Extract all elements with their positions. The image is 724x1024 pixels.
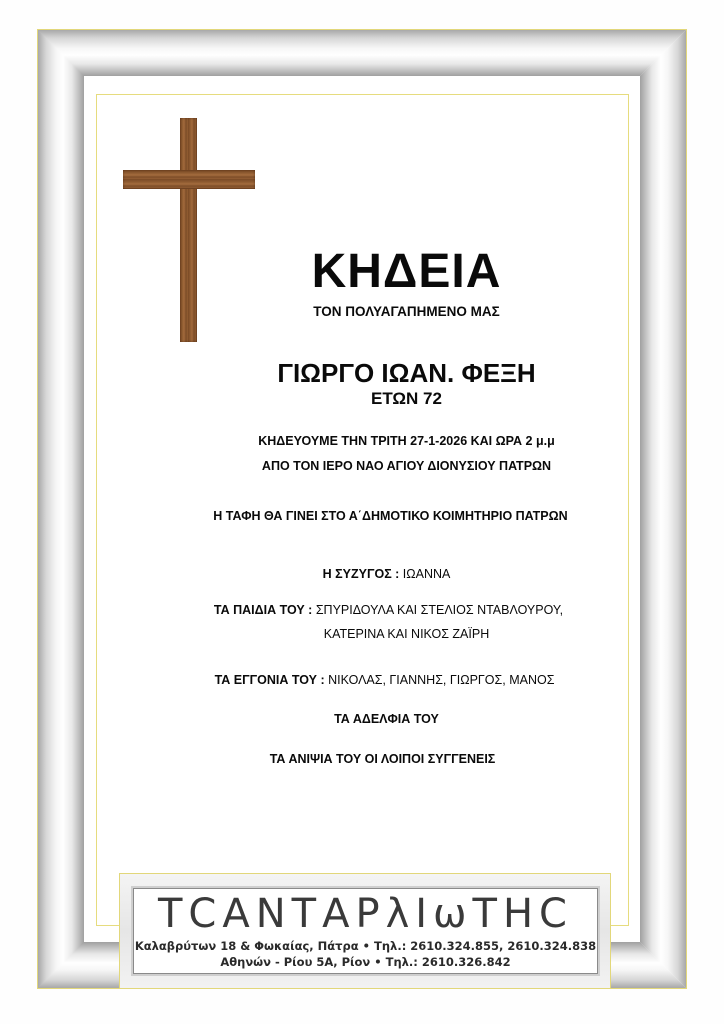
notice-subtitle: ΤΟΝ ΠΟΛΥΑΓΑΠΗΜΕΝΟ ΜΑΣ	[313, 304, 500, 319]
funeral-home-address-1: Καλαβρύτων 18 & Φωκαίας, Πάτρα • Τηλ.: 2610.324.855, 2610.324.838	[134, 939, 597, 953]
grandchildren-label: ΤΑ ΕΓΓΟΝΙΑ ΤΟΥ :	[214, 673, 325, 687]
mourner-nephews-relatives: ΤΑ ΑΝΙΨΙΑ ΤΟΥ ΟΙ ΛΟΙΠΟΙ ΣΥΓΓΕΝΕΙΣ	[269, 752, 496, 766]
wife-label: Η ΣΥΖΥΓΟΣ :	[322, 567, 400, 581]
children-label: ΤΑ ΠΑΙΔΙΑ ΤΟΥ :	[213, 603, 313, 617]
wife-value: ΙΩΑΝΝΑ	[399, 567, 451, 581]
deceased-age: ΕΤΩΝ 72	[371, 389, 442, 408]
frame-left-edge	[38, 30, 84, 988]
mourner-children	[122, 602, 655, 618]
burial-location: Η ΤΑΦΗ ΘΑ ΓΙΝΕΙ ΣΤΟ Α΄ΔΗΜΟΤΙΚΟ ΚΟΙΜΗΤΗΡΙΟ ΠΑΤΡΩΝ	[213, 509, 568, 523]
grandchildren-value: ΝΙΚΟΛΑΣ, ΓΙΑΝΝΗΣ, ΓΙΩΡΓΟΣ, ΜΑΝΟΣ	[324, 673, 555, 687]
funeral-home-address-2: Αθηνών - Ρίου 5Α, Ρίον • Τηλ.: 2610.326.842	[220, 955, 511, 969]
children-value-line1: ΣΠΥΡΙΔΟΥΛΑ ΚΑΙ ΣΤΕΛΙΟΣ ΝΤΑΒΛΟΥΡΟΥ,	[312, 603, 564, 617]
children-value-line2: ΚΑΤΕΡΙΝΑ ΚΑΙ ΝΙΚΟΣ ΖΑΪΡΗ	[323, 627, 490, 641]
mourner-grandchildren	[118, 672, 651, 688]
frame-top-edge	[38, 30, 686, 76]
mourner-wife	[120, 566, 653, 582]
plaque-inner-panel	[133, 888, 598, 974]
funeral-home-name: ΤCΑΝΤΑΡλΙωΤΗC	[158, 891, 573, 937]
funeral-church: ΑΠΟ ΤΟΝ ΙΕΡΟ ΝΑΟ ΑΓΙΟΥ ΔΙΟΝΥΣΙΟΥ ΠΑΤΡΩΝ	[261, 459, 552, 473]
mourner-siblings: ΤΑ ΑΔΕΛΦΙΑ ΤΟΥ	[334, 712, 439, 726]
deceased-name: ΓΙΩΡΓΟ ΙΩΑΝ. ΦΕΞΗ	[277, 358, 536, 388]
cross-horizontal-beam	[123, 170, 255, 189]
funeral-home-plaque	[119, 873, 611, 989]
funeral-date-time: ΚΗΔΕΥΟΥΜΕ ΤΗΝ ΤΡΙΤΗ 27-1-2026 ΚΑΙ ΩΡΑ 2 μ.μ	[258, 434, 555, 448]
notice-title: ΚΗΔΕΙΑ	[311, 245, 502, 298]
